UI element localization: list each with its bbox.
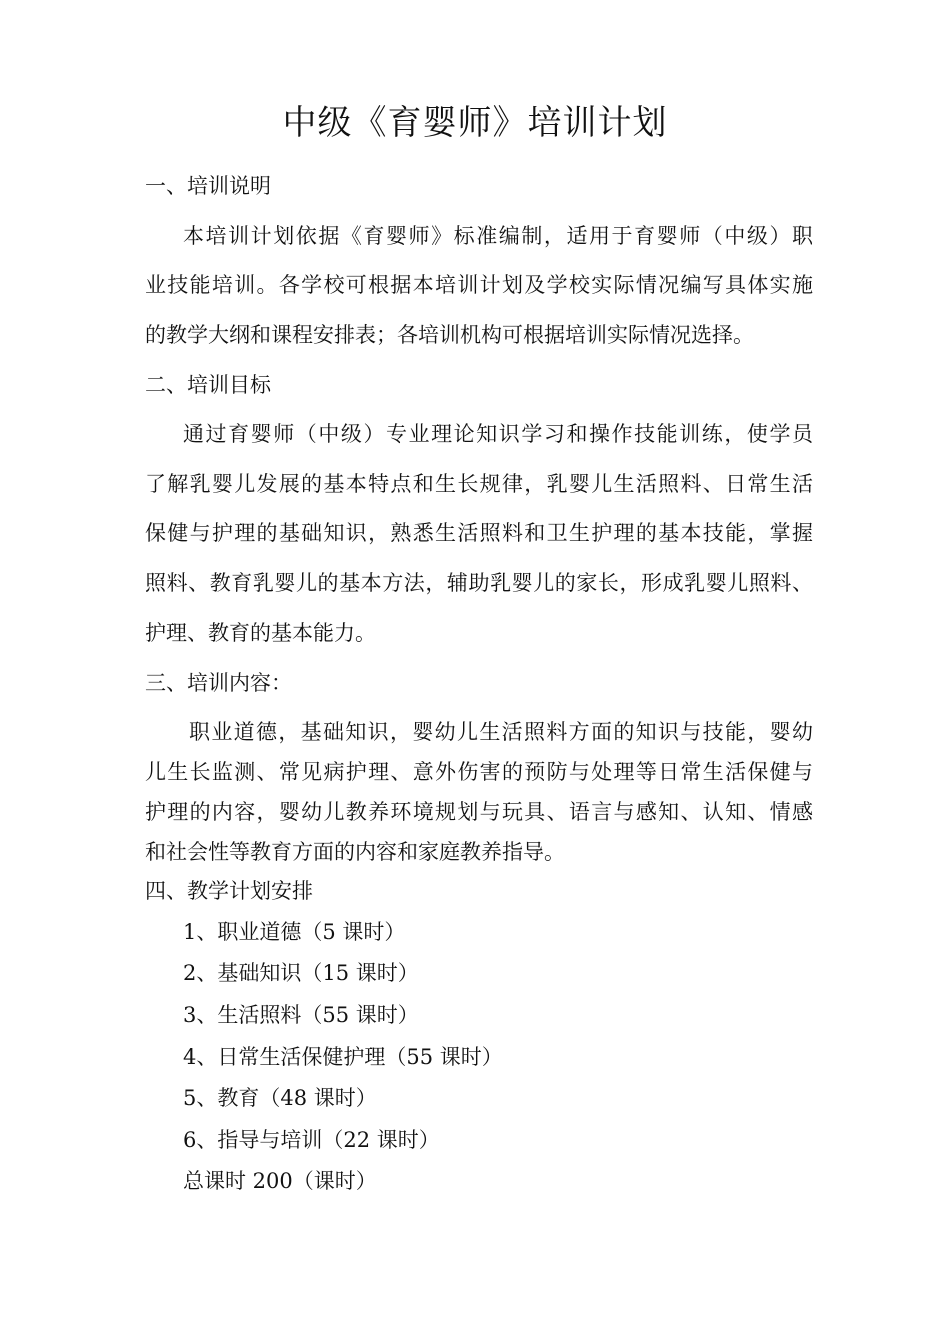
paragraph-line: 了解乳婴儿发展的基本特点和生长规律，乳婴儿生活照料、日常生活	[145, 472, 813, 496]
total-hours: 总课时 200（课时）	[183, 1169, 377, 1193]
section-heading-3: 三、培训内容：	[145, 671, 292, 695]
paragraph-line: 职业道德，基础知识，婴幼儿生活照料方面的知识与技能，婴幼	[189, 720, 813, 744]
schedule-item: 3、生活照料（55 课时）	[183, 1003, 419, 1027]
paragraph-line: 保健与护理的基础知识，熟悉生活照料和卫生护理的基本技能，掌握	[145, 521, 813, 545]
paragraph-line: 儿生长监测、常见病护理、意外伤害的预防与处理等日常生活保健与	[145, 760, 813, 784]
paragraph-line: 通过育婴师（中级）专业理论知识学习和操作技能训练，使学员	[183, 422, 813, 446]
paragraph-line: 护理的内容，婴幼儿教养环境规划与玩具、语言与感知、认知、情感	[145, 800, 813, 824]
schedule-item: 6、指导与培训（22 课时）	[183, 1128, 440, 1152]
schedule-item: 1、职业道德（5 课时）	[183, 920, 406, 944]
section-heading-1: 一、培训说明	[145, 174, 271, 198]
paragraph-line: 本培训计划依据《育婴师》标准编制，适用于育婴师（中级）职	[183, 224, 813, 248]
paragraph-line: 的教学大纲和课程安排表；各培训机构可根据培训实际情况选择。	[145, 323, 754, 347]
paragraph-line: 和社会性等教育方面的内容和家庭教养指导。	[145, 840, 565, 864]
schedule-item: 5、教育（48 课时）	[183, 1086, 377, 1110]
section-heading-2: 二、培训目标	[145, 373, 271, 397]
document-title: 中级《育婴师》培训计划	[282, 103, 668, 143]
section-heading-4: 四、教学计划安排	[145, 879, 313, 903]
paragraph-line: 照料、教育乳婴儿的基本方法，辅助乳婴儿的家长，形成乳婴儿照料、	[145, 571, 813, 595]
paragraph-line: 护理、教育的基本能力。	[145, 621, 376, 645]
schedule-item: 4、日常生活保健护理（55 课时）	[183, 1045, 503, 1069]
schedule-item: 2、基础知识（15 课时）	[183, 961, 419, 985]
paragraph-line: 业技能培训。各学校可根据本培训计划及学校实际情况编写具体实施	[145, 273, 813, 297]
